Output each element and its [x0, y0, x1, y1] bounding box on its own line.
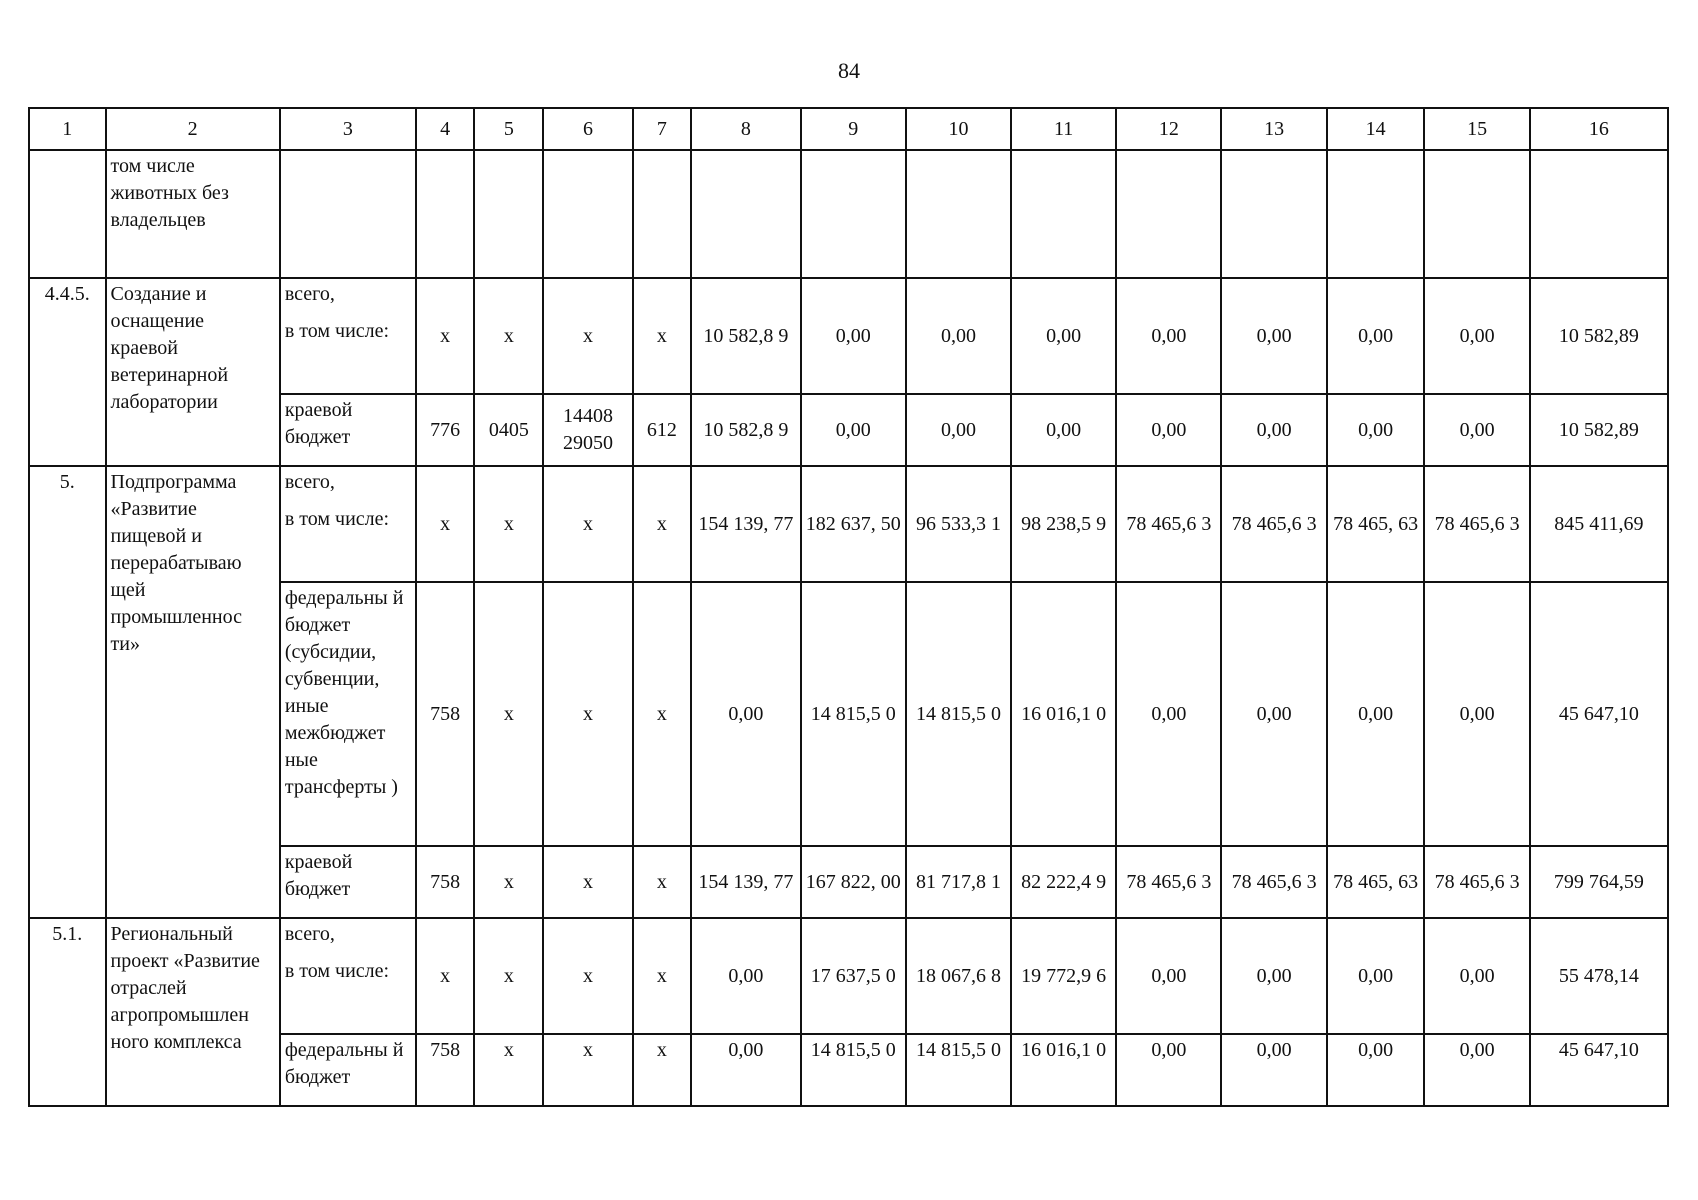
funding-source: краевой бюджет: [280, 846, 416, 918]
value-cell: 78 465,6 3: [1424, 466, 1529, 582]
value-cell: 78 465, 63: [1327, 846, 1425, 918]
value-cell: 0,00: [1221, 394, 1326, 466]
funding-source-line: всего,: [284, 471, 335, 493]
value-cell: 0,00: [1327, 582, 1425, 846]
value-cell: 16 016,1 0: [1011, 1034, 1116, 1106]
value-cell: 0,00: [691, 1034, 800, 1106]
value-cell: 0,00: [1424, 582, 1529, 846]
value-cell: х: [543, 918, 632, 1034]
value-cell: х: [474, 466, 543, 582]
value-cell: 758: [416, 582, 474, 846]
column-header: 7: [633, 108, 691, 150]
funding-source: краевой бюджет: [280, 394, 416, 466]
value-cell: 182 637, 50: [801, 466, 906, 582]
value-cell: 19 772,9 6: [1011, 918, 1116, 1034]
value-cell: 0,00: [1327, 278, 1425, 394]
value-cell: 0,00: [1424, 278, 1529, 394]
row-number-cell: [29, 150, 106, 278]
empty-cell: [1221, 150, 1326, 278]
value-cell: 78 465,6 3: [1116, 846, 1221, 918]
column-header: 2: [106, 108, 280, 150]
value-cell: 78 465, 63: [1327, 466, 1425, 582]
value-cell: 45 647,10: [1530, 582, 1668, 846]
value-cell: х: [416, 466, 474, 582]
funding-source: [280, 918, 416, 1034]
value-cell: 18 067,6 8: [906, 918, 1011, 1034]
value-cell: х: [543, 278, 632, 394]
value-cell: 0,00: [906, 278, 1011, 394]
value-cell: 17 637,5 0: [801, 918, 906, 1034]
column-header: 12: [1116, 108, 1221, 150]
value-cell: 0,00: [1011, 278, 1116, 394]
value-cell: х: [543, 582, 632, 846]
value-cell: 78 465,6 3: [1116, 466, 1221, 582]
value-cell: 0,00: [1424, 1034, 1529, 1106]
funding-source-line: в том числе:: [284, 320, 390, 342]
column-header: 9: [801, 108, 906, 150]
value-cell: 776: [416, 394, 474, 466]
value-cell: 14408 29050: [543, 394, 632, 466]
value-cell: 0,00: [1221, 918, 1326, 1034]
value-cell: 98 238,5 9: [1011, 466, 1116, 582]
value-cell: х: [543, 466, 632, 582]
value-cell: 0,00: [1327, 1034, 1425, 1106]
funding-source: федеральны й бюджет: [280, 1034, 416, 1106]
value-cell: 0,00: [1327, 918, 1425, 1034]
value-cell: 0,00: [1116, 918, 1221, 1034]
value-cell: х: [633, 846, 691, 918]
item-name: том числе животных без владельцев: [106, 150, 280, 278]
column-header: 8: [691, 108, 800, 150]
table-row: [29, 278, 1668, 394]
item-name: Создание и оснащение краевой ветеринарной лаборатории: [106, 278, 280, 466]
empty-cell: [801, 150, 906, 278]
empty-cell: [1327, 150, 1425, 278]
value-cell: 799 764,59: [1530, 846, 1668, 918]
value-cell: 0,00: [1221, 278, 1326, 394]
empty-cell: [280, 150, 416, 278]
value-cell: 845 411,69: [1530, 466, 1668, 582]
value-cell: 612: [633, 394, 691, 466]
value-cell: 0,00: [1116, 1034, 1221, 1106]
value-cell: х: [474, 918, 543, 1034]
value-cell: 14 815,5 0: [801, 1034, 906, 1106]
value-cell: 0,00: [1327, 394, 1425, 466]
value-cell: 0,00: [1011, 394, 1116, 466]
value-cell: 0,00: [801, 278, 906, 394]
column-header: 10: [906, 108, 1011, 150]
value-cell: 78 465,6 3: [1221, 466, 1326, 582]
column-header: 5: [474, 108, 543, 150]
value-cell: 0,00: [1424, 394, 1529, 466]
funding-source-line: в том числе:: [284, 508, 390, 530]
value-cell: 16 016,1 0: [1011, 582, 1116, 846]
column-header: 16: [1530, 108, 1668, 150]
value-cell: 55 478,14: [1530, 918, 1668, 1034]
value-cell: х: [474, 1034, 543, 1106]
value-cell: х: [474, 278, 543, 394]
empty-cell: [543, 150, 632, 278]
column-header: 15: [1424, 108, 1529, 150]
funding-source-line: всего,: [284, 923, 335, 945]
funding-source: федеральны й бюджет (субсидии, субвенции, иные межбюджет ные трансферты ): [280, 582, 416, 846]
table-row: [29, 466, 1668, 582]
value-cell: 0,00: [801, 394, 906, 466]
value-cell: 0,00: [906, 394, 1011, 466]
empty-cell: [691, 150, 800, 278]
budget-table: [28, 107, 1669, 1107]
value-cell: 10 582,89: [1530, 394, 1668, 466]
value-cell: х: [543, 846, 632, 918]
empty-cell: [1116, 150, 1221, 278]
value-cell: х: [474, 582, 543, 846]
page-number: 84: [838, 58, 860, 83]
value-cell: 10 582,89: [1530, 278, 1668, 394]
empty-cell: [474, 150, 543, 278]
value-cell: 10 582,8 9: [691, 394, 800, 466]
column-header: 4: [416, 108, 474, 150]
column-header: 1: [29, 108, 106, 150]
value-cell: 0,00: [691, 582, 800, 846]
row-number-cell: 5.: [29, 466, 106, 918]
value-cell: 0,00: [691, 918, 800, 1034]
empty-cell: [633, 150, 691, 278]
value-cell: 81 717,8 1: [906, 846, 1011, 918]
table-row: [29, 918, 1668, 1034]
value-cell: х: [474, 846, 543, 918]
column-header: 13: [1221, 108, 1326, 150]
value-cell: 14 815,5 0: [906, 1034, 1011, 1106]
empty-cell: [1530, 150, 1668, 278]
table-row: [29, 150, 1668, 278]
value-cell: 154 139, 77: [691, 846, 800, 918]
value-cell: 96 533,3 1: [906, 466, 1011, 582]
value-cell: х: [416, 278, 474, 394]
value-cell: 82 222,4 9: [1011, 846, 1116, 918]
funding-source-line: всего,: [284, 283, 335, 305]
value-cell: 0,00: [1221, 1034, 1326, 1106]
row-number-cell: 5.1.: [29, 918, 106, 1106]
value-cell: 78 465,6 3: [1221, 846, 1326, 918]
value-cell: 0,00: [1424, 918, 1529, 1034]
value-cell: х: [633, 582, 691, 846]
value-cell: х: [416, 918, 474, 1034]
value-cell: 0,00: [1221, 582, 1326, 846]
value-cell: 758: [416, 1034, 474, 1106]
value-cell: 0405: [474, 394, 543, 466]
value-cell: 167 822, 00: [801, 846, 906, 918]
value-cell: х: [633, 1034, 691, 1106]
value-cell: 78 465,6 3: [1424, 846, 1529, 918]
column-header: 14: [1327, 108, 1425, 150]
funding-source: [280, 466, 416, 582]
column-header-row: [29, 108, 1668, 150]
value-cell: х: [633, 918, 691, 1034]
funding-source: [280, 278, 416, 394]
value-cell: х: [633, 466, 691, 582]
value-cell: х: [543, 1034, 632, 1106]
empty-cell: [1011, 150, 1116, 278]
item-name: Подпрограмма «Развитие пищевой и перерабатываю щей промышленнос ти»: [106, 466, 280, 918]
value-cell: 10 582,8 9: [691, 278, 800, 394]
empty-cell: [906, 150, 1011, 278]
empty-cell: [416, 150, 474, 278]
column-header: 3: [280, 108, 416, 150]
value-cell: 758: [416, 846, 474, 918]
value-cell: х: [633, 278, 691, 394]
value-cell: 14 815,5 0: [906, 582, 1011, 846]
empty-cell: [1424, 150, 1529, 278]
funding-source-line: в том числе:: [284, 960, 390, 982]
column-header: 6: [543, 108, 632, 150]
value-cell: 0,00: [1116, 582, 1221, 846]
value-cell: 45 647,10: [1530, 1034, 1668, 1106]
value-cell: 0,00: [1116, 394, 1221, 466]
value-cell: 0,00: [1116, 278, 1221, 394]
column-header: 11: [1011, 108, 1116, 150]
row-number-cell: 4.4.5.: [29, 278, 106, 466]
value-cell: 14 815,5 0: [801, 582, 906, 846]
item-name: Региональный проект «Развитие отраслей агропромышлен ного комплекса: [106, 918, 280, 1106]
value-cell: 154 139, 77: [691, 466, 800, 582]
